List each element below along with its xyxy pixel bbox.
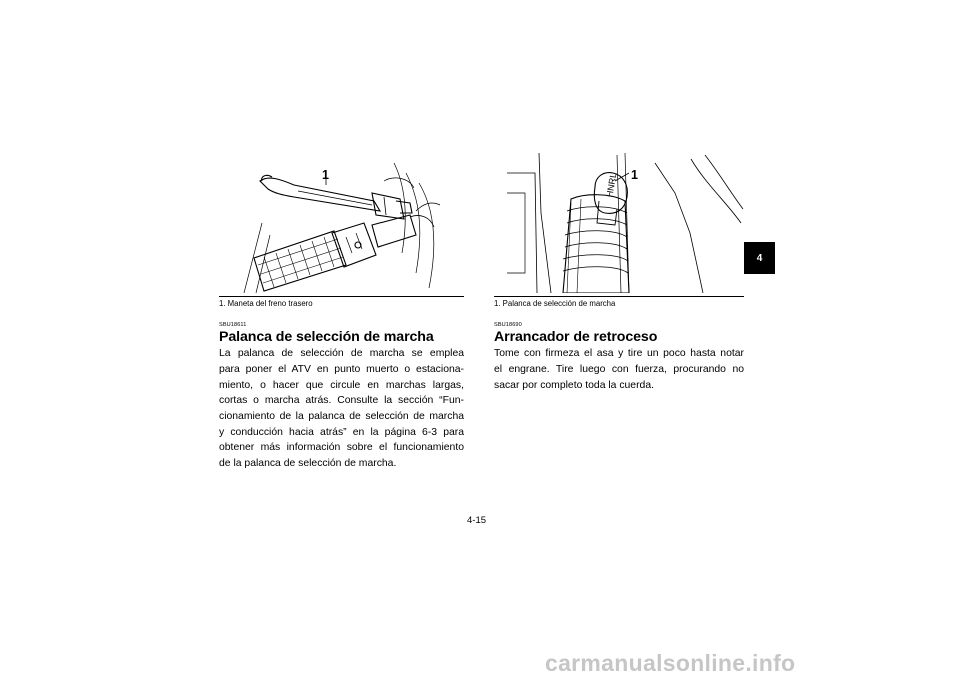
gear-shift-illustration xyxy=(505,153,745,293)
right-figure-callout: 1 xyxy=(631,168,638,182)
left-figure-callout: 1 xyxy=(322,168,329,182)
left-section-code: SBU18611 xyxy=(219,322,247,328)
paragraph-line: miento, o hacer que circule en marchas largas, xyxy=(219,380,464,391)
right-figure-caption: 1. Palanca de selección de marcha xyxy=(494,299,616,308)
paragraph-line: cionamiento de la palanca de selección de marcha xyxy=(219,411,464,422)
paragraph-line: para poner el ATV en punto muerto o estaciona- xyxy=(219,364,464,375)
watermark: carmanualsonline.info xyxy=(545,650,796,676)
page-number: 4-15 xyxy=(467,515,487,526)
chapter-tab: 4 xyxy=(744,242,775,274)
left-caption-rule xyxy=(219,296,464,297)
svg-text:HNRL: HNRL xyxy=(604,172,619,198)
left-section-heading: Palanca de selección de marcha xyxy=(219,329,434,345)
paragraph-line: cortas o marcha atrás. Consulte la sección “Fun- xyxy=(219,395,464,406)
paragraph-line: de la palanca de selección de marcha. xyxy=(219,458,397,469)
right-section-heading: Arrancador de retroceso xyxy=(494,329,658,345)
paragraph-line: Tome con firmeza el asa y tire un poco hasta notar xyxy=(494,348,744,359)
brake-lever-illustration xyxy=(234,153,444,293)
left-figure-caption: 1. Maneta del freno trasero xyxy=(219,299,313,308)
paragraph-line: obtener más información sobre el funcionamiento xyxy=(219,442,464,453)
paragraph-line: y conducción hacia atrás” en la página 6-3 para xyxy=(219,427,464,438)
right-caption-rule xyxy=(494,296,744,297)
right-section-code: SBU18690 xyxy=(494,322,522,328)
paragraph-line: La palanca de selección de marcha se emplea xyxy=(219,348,464,359)
paragraph-line: el engrane. Tire luego con fuerza, procurando no xyxy=(494,364,744,375)
paragraph-line: sacar por completo toda la cuerda. xyxy=(494,380,654,391)
